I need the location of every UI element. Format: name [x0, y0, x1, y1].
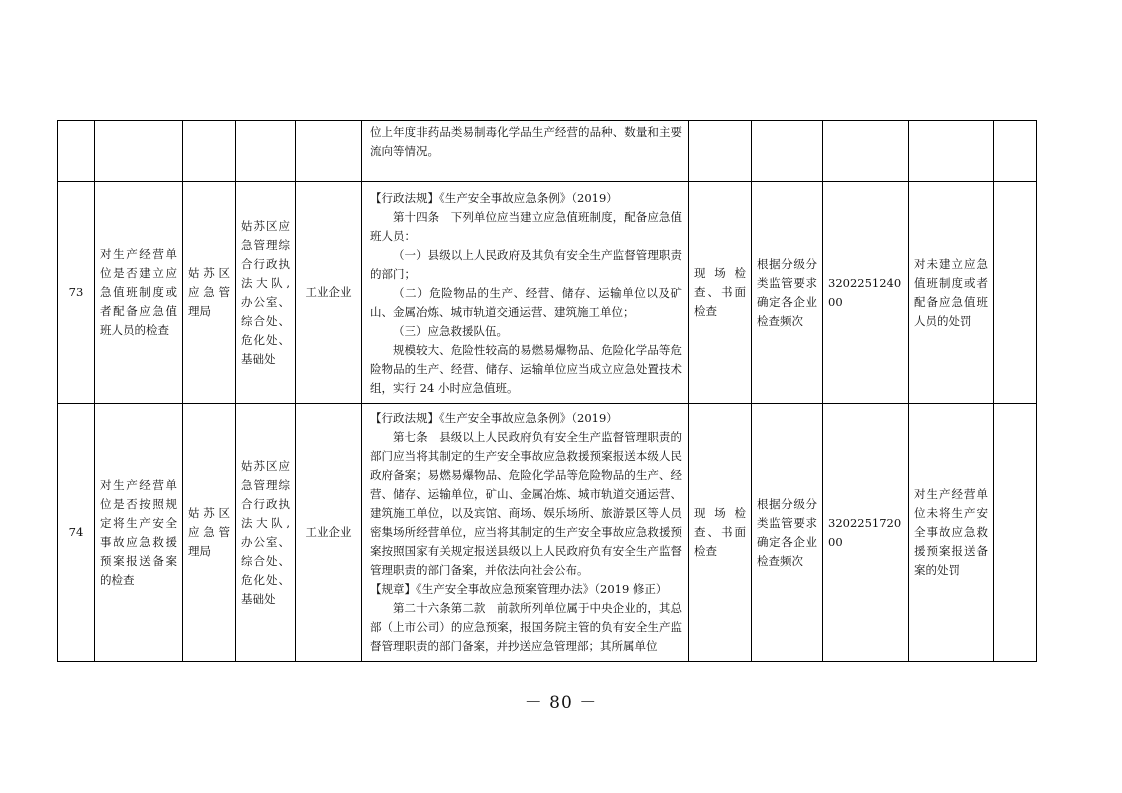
legal-basis: [362, 404, 689, 662]
executing-unit: 姑苏区应急管理综合行政执法大队,办公室、综合处、危化处、基础处: [236, 404, 296, 662]
basis-text: 位上年度非药品类易制毒化学品生产经营的品种、数量和主要流向等情况。: [370, 125, 682, 158]
check-object: 工业企业: [296, 182, 362, 404]
basis-line: 【规章】《生产安全事故应急预案管理办法》（2019 修正）: [370, 582, 668, 596]
table-row: [58, 404, 1037, 662]
check-item: 对生产经营单位是否按照规定将生产安全事故应急救援预案报送备案的检查: [95, 404, 183, 662]
matter-code: 320225124000: [823, 182, 909, 404]
check-method: 现场检查、书面检查: [689, 404, 752, 662]
cell-executor: [236, 121, 296, 182]
cell-remark: [994, 404, 1037, 662]
basis-line: 规模较大、危险性较高的易燃易爆物品、危险化学品等危险物品的生产、经营、储存、运输单位应当成立应急处置技术组，实行 24 小时应急值班。: [370, 342, 682, 395]
row-number: 74: [58, 404, 95, 662]
enforcement-table: [57, 120, 1037, 662]
table-row-continued: [58, 121, 1037, 182]
cell-no: [58, 121, 95, 182]
basis-line: （二）危险物品的生产、经营、储存、运输单位以及矿山、金属冶炼、城市轨道交通运营、建筑施工单位；: [370, 285, 682, 319]
cell-object: [296, 121, 362, 182]
cell-remark: [994, 182, 1037, 404]
matter-code: 320225172000: [823, 404, 909, 662]
legal-basis: [362, 182, 689, 404]
basis-line: 第十四条 下列单位应当建立应急值班制度，配备应急值班人员：: [370, 209, 682, 243]
related-penalty: 对未建立应急值班制度或者配备应急值班人员的处罚: [909, 182, 994, 404]
responsible-department: 姑苏区应急管理局: [183, 404, 236, 662]
check-object: 工业企业: [296, 404, 362, 662]
cell-penalty: [909, 121, 994, 182]
check-method: 现场检查、书面检查: [689, 182, 752, 404]
basis-line: （三）应急救援队伍。: [393, 323, 508, 338]
cell-dept: [183, 121, 236, 182]
cell-code: [823, 121, 909, 182]
cell-item: [95, 121, 183, 182]
basis-line: 【行政法规】《生产安全事故应急条例》（2019）: [370, 190, 618, 205]
row-number: 73: [58, 182, 95, 404]
responsible-department: 姑苏区应急管理局: [183, 182, 236, 404]
table-row: [58, 182, 1037, 404]
cell-basis: [362, 121, 689, 182]
cell-method: [689, 121, 752, 182]
cell-remark: [994, 121, 1037, 182]
check-frequency: 根据分级分类监管要求确定各企业检查频次: [752, 404, 823, 662]
executing-unit: 姑苏区应急管理综合行政执法大队,办公室、综合处、危化处、基础处: [236, 182, 296, 404]
page-number: － 80 －: [524, 693, 598, 713]
check-item: 对生产经营单位是否建立应急值班制度或者配备应急值班人员的检查: [95, 182, 183, 404]
basis-line: （一）县级以上人民政府及其负有安全生产监督管理职责的部门；: [370, 247, 682, 281]
check-frequency: 根据分级分类监管要求确定各企业检查频次: [752, 182, 823, 404]
basis-line: 第二十六条第二款 前款所列单位属于中央企业的，其总部（上市公司）的应急预案，报国务院主管的负有安全生产监督管理职责的部门备案，并抄送应急管理部；其所属单位: [370, 601, 682, 653]
cell-frequency: [752, 121, 823, 182]
basis-line: 第七条 县级以上人民政府负有安全生产监督管理职责的部门应当将其制定的生产安全事故应急救援预案报送本级人民政府备案；易燃易爆物品、危险化学品等危险物品的生产、经营、储存、运输单位，矿山、金属冶炼、城市轨道交通运营、建筑施工单位，以及宾馆、商场、娱乐场所、旅游景区等人员密集场所经营单位，应当将其制定的生产安全事故应急救援预案按照国家有关规定报送县级以上人民政府负有安全生产监督管理职责的部门备案，并依法向社会公布。: [370, 430, 682, 577]
related-penalty: 对生产经营单位未将生产安全事故应急救援预案报送备案的处罚: [909, 404, 994, 662]
basis-line: 【行政法规】《生产安全事故应急条例》（2019）: [370, 411, 618, 425]
